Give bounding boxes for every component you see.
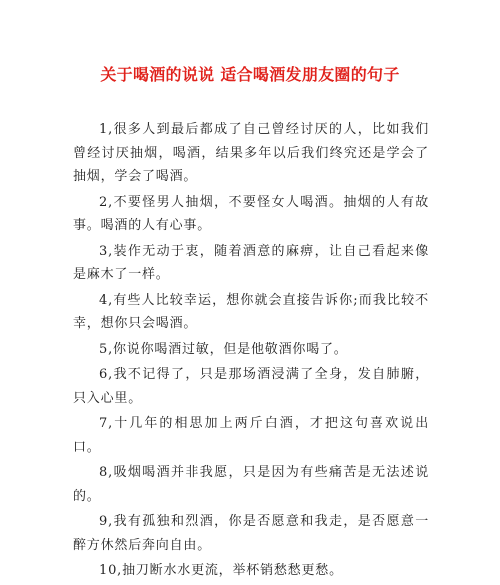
paragraph-8: 8,吸烟喝酒并非我愿，只是因为有些痛苦是无法述说的。: [73, 465, 429, 504]
paragraph-4: 4,有些人比较幸运，想你就会直接告诉你;而我比较不幸，想你只会喝酒。: [73, 292, 429, 331]
paragraph-1: 1,很多人到最后都成了自己曾经讨厌的人，比如我们曾经讨厌抽烟，喝酒，结果多年以后我们终究还是学会了抽烟，学会了喝酒。: [73, 122, 429, 184]
paragraph-3: 3,装作无动于衷，随着酒意的麻痹，让自己看起来像是麻木了一样。: [73, 243, 429, 282]
paragraph-2: 2,不要怪男人抽烟，不要怪女人喝酒。抽烟的人有故事。喝酒的人有心事。: [73, 194, 429, 233]
paragraph-5: 5,你说你喝酒过敏，但是他敬酒你喝了。: [99, 341, 348, 357]
article-body: [73, 118, 429, 585]
paragraph-9: 9,我有孤独和烈酒，你是否愿意和我走，是否愿意一醉方休然后奔向自由。: [73, 514, 429, 553]
paragraph-7: 7,十几年的相思加上两斤白酒，才把这句喜欢说出口。: [73, 416, 429, 455]
page-title: 关于喝酒的说说 适合喝酒发朋友圈的句子: [100, 65, 400, 84]
paragraph-10: 10,抽刀断水水更流，举杯销愁愁更愁。: [99, 563, 343, 578]
paragraph-6: 6,我不记得了，只是那场酒浸满了全身，发自肺腑，只入心里。: [73, 367, 429, 406]
